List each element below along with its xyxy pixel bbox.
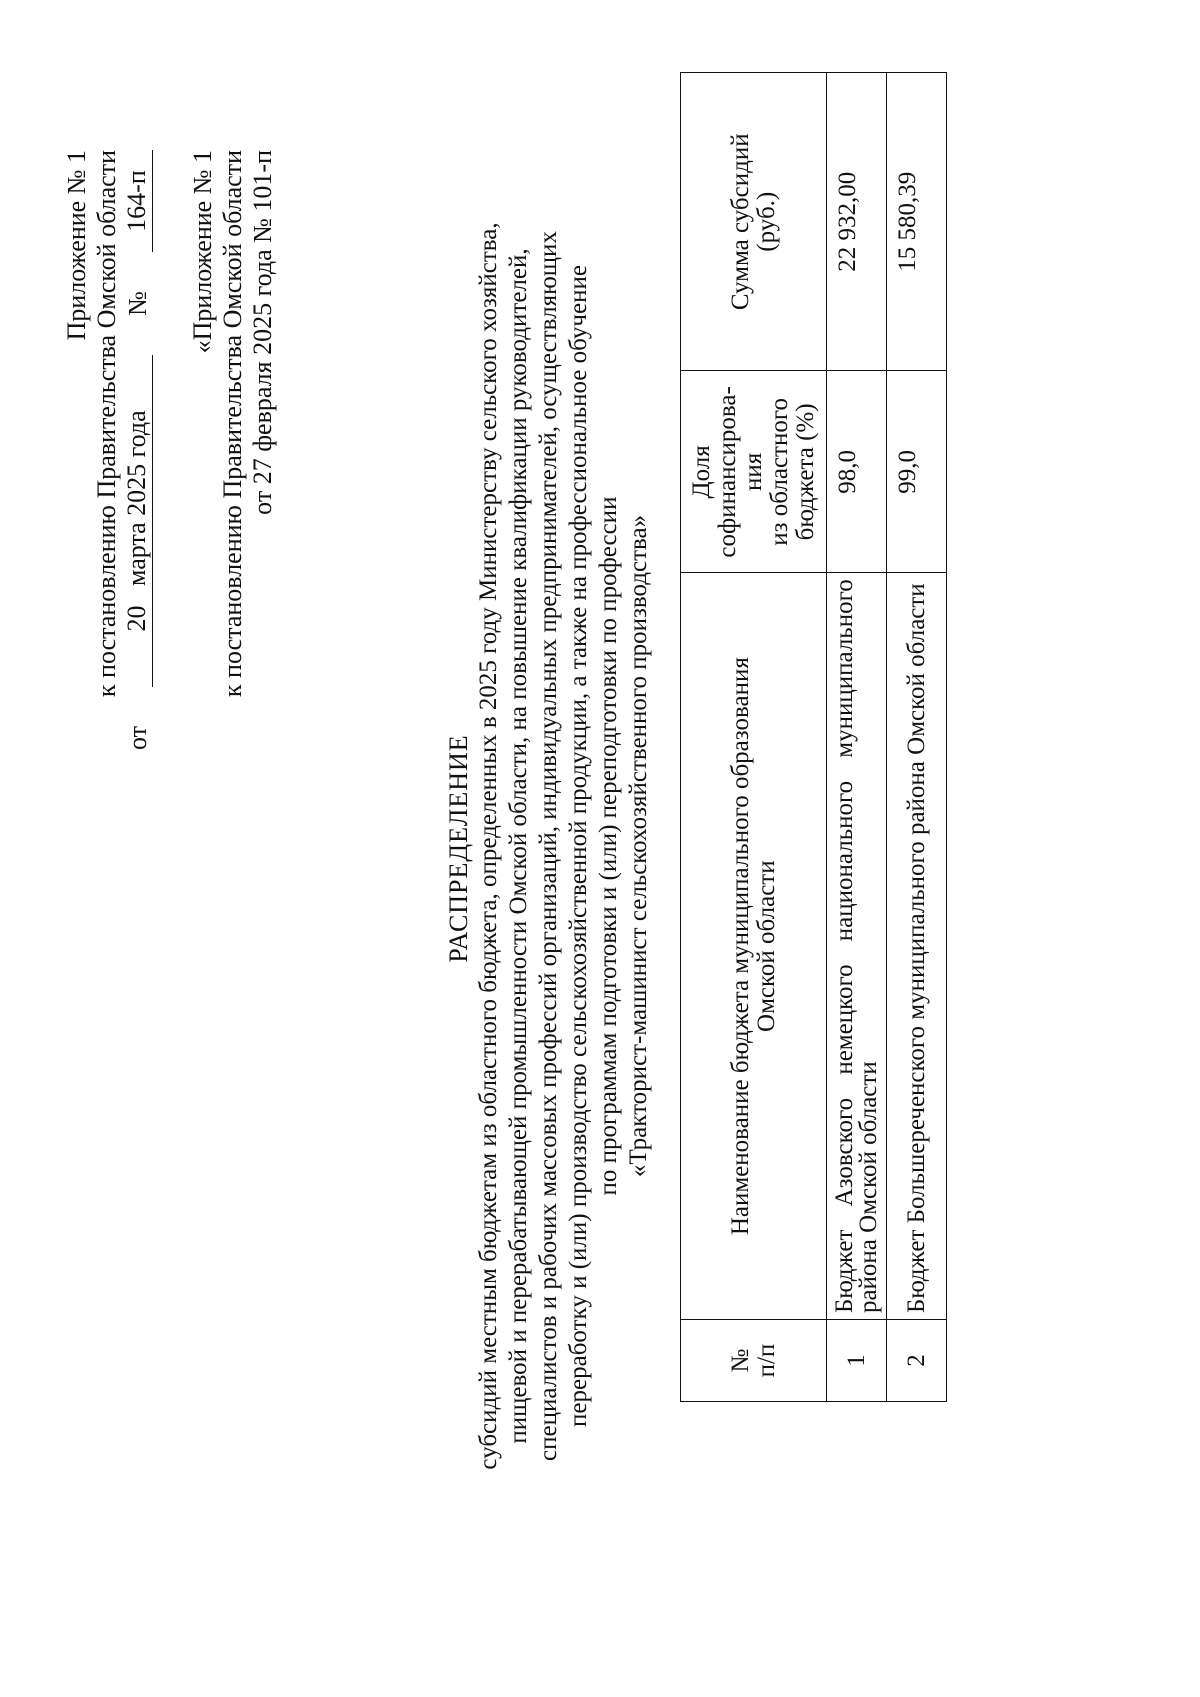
cell-sum: 15 580,39 [887, 73, 947, 371]
cell-num: 2 [887, 1320, 947, 1402]
header-name: Наименование бюджета муниципального образования Омской области [681, 573, 827, 1320]
table-row [887, 73, 947, 1402]
header-sum: Сумма субсидий (руб.) [681, 73, 827, 371]
cell-num: 1 [827, 1320, 887, 1402]
subtitle-line: переработку и (или) производство сельскохозяйственной продукции, а также на профессиональное обучение [565, 265, 592, 1427]
table-row [827, 73, 887, 1402]
cell-name: Бюджет Большереченского муниципального района Омской области [887, 573, 947, 1320]
subtitle-line: субсидий местным бюджетам из областного бюджета, определенных в 2025 году Министерству сельского хозяйства, [475, 222, 502, 1470]
subtitle-line: пищевой и перерабатывающей промышленности Омской области, на повышение квалификации руководителей, [505, 248, 532, 1444]
subtitle-line: специалистов и рабочих массовых профессий организаций, индивидуальных предпринимателей, осуществляющих [535, 231, 562, 1461]
header-share: Доля софинансирова- ния из областного бюджета (%) [681, 371, 827, 573]
cell-sum: 22 932,00 [827, 73, 887, 371]
distribution-table [680, 72, 947, 1402]
document-title: РАСПРЕДЕЛЕНИЕ [444, 734, 473, 963]
prev-appendix-title: «Приложение № 1 [188, 150, 217, 354]
prev-appendix-date: от 27 февраля 2025 года № 101-п [248, 150, 277, 515]
date-prefix: от [123, 725, 152, 750]
table-header-row [681, 73, 827, 1402]
appendix-header [62, 150, 153, 750]
cell-name: Бюджет Азовского немецкого национального муниципального района Омской области [827, 573, 887, 1320]
appendix-decree-ref: к постановлению Правительства Омской области [92, 150, 121, 698]
document-subtitle [474, 130, 654, 1562]
subtitle-line: по программам подготовки и (или) переподготовки по профессии [595, 496, 622, 1196]
appendix-date-line [122, 150, 153, 750]
header-num: № п/п [681, 1320, 827, 1402]
previous-appendix-header [188, 150, 278, 770]
prev-appendix-decree-ref: к постановлению Правительства Омской области [218, 150, 247, 698]
cell-share: 98,0 [827, 371, 887, 573]
appendix-title: Приложение № 1 [62, 150, 91, 341]
decree-number: 164-п [122, 150, 153, 252]
number-prefix: № [123, 291, 152, 316]
subtitle-line: «Тракторист-машинист сельскохозяйственного производства» [625, 514, 652, 1178]
cell-share: 99,0 [887, 371, 947, 573]
decree-date: 20 марта 2025 года [122, 355, 153, 687]
